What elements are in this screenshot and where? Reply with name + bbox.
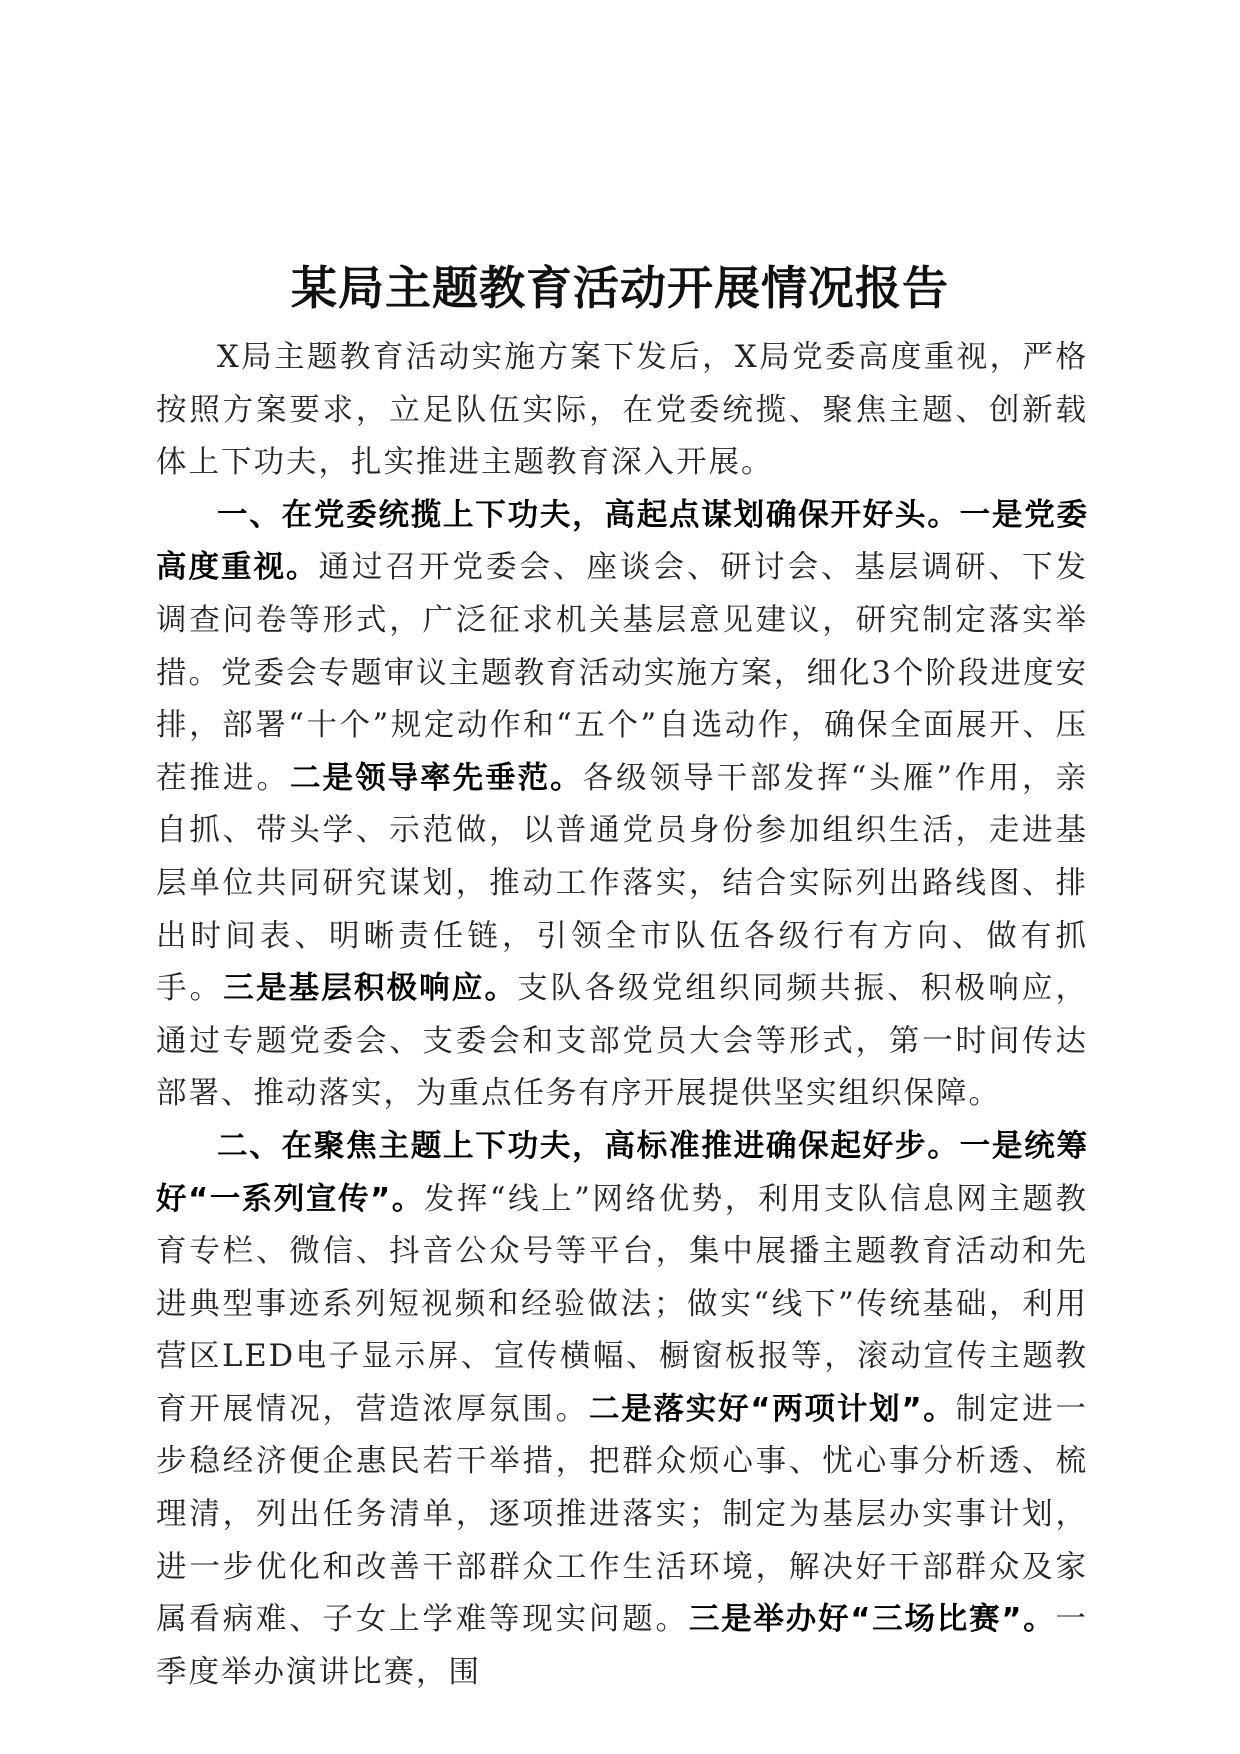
section-1-point-3-text: 支队各级党组织同频共振、积极响应，通过专题党委会、支委会和支部党员大会等形式，第一时间传达部署、推动落实，为重点任务有序开展提供坚实组织保障。 [156,971,1089,1112]
document-body [156,332,1088,1699]
section-2-point-3-title: 三是举办好“三场比赛”。 [688,1602,1056,1638]
section-2-paragraph [156,1121,1088,1700]
section-1-point-2-text: 各级领导干部发挥“头雁”作用，亲自抓、带头学、示范做，以普通党员身份参加组织生活，走进基层单位共同研究谋划，推动工作落实，结合实际列出路线图、排出时间表、明晰责任链，引领全市队伍各级行有方向、做有抓手。 [156,760,1089,1007]
section-1-point-2-title: 二是领导率先垂范。 [290,760,583,796]
section-2-point-3-text: 一季度举办演讲比赛，围 [156,1602,1089,1690]
section-1-point-3-title: 三是基层积极响应。 [223,971,518,1007]
section-1-paragraph [156,490,1088,1121]
intro-paragraph: X局主题教育活动实施方案下发后，X局党委高度重视，严格按照方案要求，立足队伍实际，在党委统揽、聚焦主题、创新载体上下功夫，扎实推进主题教育深入开展。 [156,340,1088,481]
section-2-heading: 二、在聚焦主题上下功夫，高标准推进确保起好步。 [217,1128,960,1164]
document-title: 某局主题教育活动开展情况报告 [291,261,949,315]
section-2-point-1-title: 一是统筹好“一系列宣传”。 [156,1128,1089,1217]
section-1-point-1-title: 一是党委高度重视。 [156,497,1089,586]
section-1-heading: 一、在党委统揽上下功夫，高起点谋划确保开好头。 [217,497,960,533]
section-2-point-2-title: 二是落实好“两项计划”。 [588,1391,956,1427]
section-1-point-1-text: 通过召开党委会、座谈会、研讨会、基层调研、下发调查问卷等形式，广泛征求机关基层意见建议，研究制定落实举措。党委会专题审议主题教育活动实施方案，细化3个阶段进度安排，部署“十个”规定动作和“五个”自选动作，确保全面展开、压茬推进。 [156,550,1088,796]
section-2-point-2-text: 制定进一步稳经济便企惠民若干举措，把群众烦心事、忧心事分析透、梳理清，列出任务清单，逐项推进落实；制定为基层办实事计划，进一步优化和改善干部群众工作生活环境，解决好干部群众及家属看病难、子女上学难等现实问题。 [156,1391,1089,1638]
section-2-point-1-text: 发挥“线上”网络优势，利用支队信息网主题教育专栏、微信、抖音公众号等平台，集中展播主题教育活动和先进典型事迹系列短视频和经验做法；做实“线下”传统基础，利用营区LED电子显示屏、宣传横幅、橱窗板报等，滚动宣传主题教育开展情况，营造浓厚氛围。 [156,1181,1088,1427]
